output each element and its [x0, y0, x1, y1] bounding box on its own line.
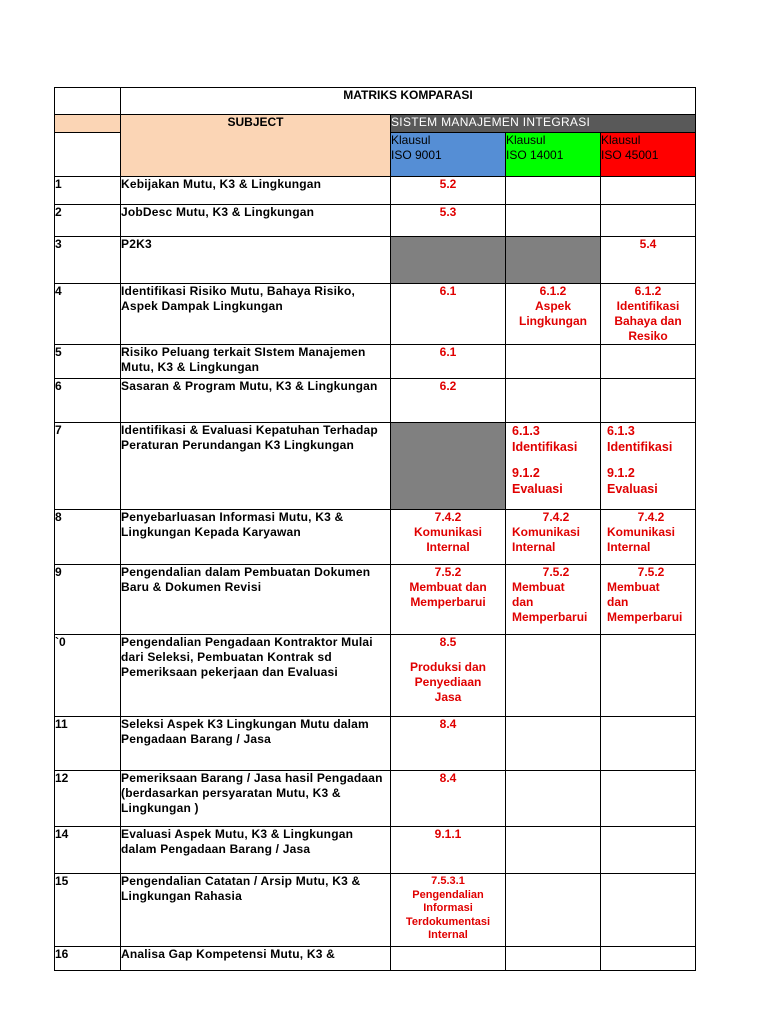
clause-line: Bahaya dan — [614, 314, 682, 328]
table-row — [55, 205, 696, 237]
clause-line: Internal — [607, 540, 651, 554]
clause-line: 6.1.3 — [607, 424, 635, 438]
row-number: 6 — [55, 379, 121, 423]
matrix-title: MATRIKS KOMPARASI — [121, 88, 696, 115]
table-row — [55, 717, 696, 771]
row-number: 4 — [55, 284, 121, 345]
iso45001-clause — [601, 423, 696, 510]
iso14001-clause — [506, 827, 601, 874]
iso9001-not-applicable — [391, 423, 506, 510]
iso14001-clause — [506, 635, 601, 717]
iso9001-clause — [391, 565, 506, 635]
row-subject: Pengendalian dalam Pembuatan Dokumen Baru & Dokumen Revisi — [121, 565, 391, 635]
clause-line: 7.5.2 — [637, 565, 665, 579]
table-row — [55, 345, 696, 379]
row-number: 1 — [55, 177, 121, 205]
row-number: 5 — [55, 345, 121, 379]
row-number: 3 — [55, 237, 121, 284]
iso9001-clause — [391, 379, 506, 423]
iso14001-clause — [506, 717, 601, 771]
iso45001-clause — [601, 284, 696, 345]
iso45001-clause — [601, 635, 696, 717]
clause-line: 6.1.3 — [512, 424, 540, 438]
no-header-blank — [55, 133, 121, 177]
clause-line: Komunikasi — [512, 525, 581, 539]
row-subject: Identifikasi & Evaluasi Kepatuhan Terhadap Peraturan Perundangan K3 Lingkungan — [121, 423, 391, 510]
clause-line: Memperbarui — [410, 595, 486, 609]
clause-line: 8.4 — [439, 717, 457, 731]
iso9001-clause — [391, 510, 506, 565]
clause-line: Produksi dan — [409, 660, 486, 674]
row-subject: Kebijakan Mutu, K3 & Lingkungan — [121, 177, 391, 205]
clause-line: 5.2 — [439, 177, 457, 191]
clause-line: Jasa — [434, 690, 462, 704]
iso9001-clause — [391, 717, 506, 771]
iso9001-clause — [391, 345, 506, 379]
clause-line: Terdokumentasi — [405, 915, 491, 928]
clause-line: 9.1.2 — [607, 466, 635, 480]
clause-line: Identifikasi — [607, 440, 673, 454]
clause-line: dan — [512, 595, 534, 609]
clause-line: Internal — [428, 929, 468, 941]
table-row — [55, 947, 696, 971]
clause-line: 7.5.2 — [434, 565, 462, 579]
iso14001-clause — [506, 345, 601, 379]
row-number: 9 — [55, 565, 121, 635]
clause-line: 7.4.2 — [434, 510, 462, 524]
row-subject: Analisa Gap Kompetensi Mutu, K3 & — [121, 947, 391, 971]
iso14001-clause — [506, 874, 601, 947]
iso45001-clause — [601, 947, 696, 971]
comparison-matrix-table — [54, 87, 696, 971]
clause-line: Resiko — [628, 329, 668, 343]
iso45001-clause — [601, 205, 696, 237]
row-subject: Sasaran & Program Mutu, K3 & Lingkungan — [121, 379, 391, 423]
iso9001-header-line1: Klausul — [391, 133, 431, 147]
iso9001-clause — [391, 947, 506, 971]
clause-line: Komunikasi — [413, 525, 482, 539]
row-subject: Pengendalian Catatan / Arsip Mutu, K3 & Lingkungan Rahasia — [121, 874, 391, 947]
table-row — [55, 284, 696, 345]
row-subject: Identifikasi Risiko Mutu, Bahaya Risiko, Aspek Dampak Lingkungan — [121, 284, 391, 345]
clause-line: Internal — [426, 540, 470, 554]
table-row — [55, 874, 696, 947]
clause-line: Evaluasi — [512, 482, 563, 496]
iso45001-header-line2: ISO 45001 — [601, 148, 659, 162]
iso9001-clause — [391, 827, 506, 874]
clause-line: Membuat — [512, 580, 565, 594]
iso14001-clause — [506, 379, 601, 423]
iso45001-header — [601, 133, 696, 177]
iso45001-clause — [601, 510, 696, 565]
clause-line: Internal — [512, 540, 556, 554]
iso45001-clause — [601, 345, 696, 379]
iso45001-clause — [601, 177, 696, 205]
clause-line: 9.1.1 — [434, 827, 462, 841]
iso9001-clause — [391, 771, 506, 827]
clause-line: dan — [607, 595, 629, 609]
clause-line: Memperbarui — [607, 610, 683, 624]
iso14001-clause — [506, 423, 601, 510]
clause-line: 6.2 — [439, 379, 457, 393]
iso45001-clause — [601, 827, 696, 874]
clause-line: Penyediaan — [414, 675, 482, 689]
iso45001-clause — [601, 717, 696, 771]
row-number: 2 — [55, 205, 121, 237]
clause-line: 8.4 — [439, 771, 457, 785]
row-number: 7 — [55, 423, 121, 510]
iso9001-header-line2: ISO 9001 — [391, 148, 442, 162]
row-subject: Risiko Peluang terkait SIstem Manajemen Mutu, K3 & Lingkungan — [121, 345, 391, 379]
clause-line: 7.5.2 — [542, 565, 570, 579]
iso14001-not-applicable — [506, 237, 601, 284]
table-row — [55, 635, 696, 717]
iso14001-header — [506, 133, 601, 177]
iso14001-clause — [506, 510, 601, 565]
row-number: 11 — [55, 717, 121, 771]
row-subject: P2K3 — [121, 237, 391, 284]
clause-line: Aspek — [534, 299, 572, 313]
clause-line: Membuat — [607, 580, 660, 594]
row-number: 15 — [55, 874, 121, 947]
clause-line: Evaluasi — [607, 482, 658, 496]
smi-header: SISTEM MANAJEMEN INTEGRASI — [391, 115, 696, 133]
row-subject: Pemeriksaan Barang / Jasa hasil Pengadaan (berdasarkan persyaratan Mutu, K3 & Lingkungan ) — [121, 771, 391, 827]
clause-line: 7.5.3.1 — [431, 875, 465, 887]
clause-line: 9.1.2 — [512, 466, 540, 480]
clause-line: 6.1.2 — [539, 284, 567, 298]
clause-line: 6.1 — [439, 284, 457, 298]
row-subject: Penyebarluasan Informasi Mutu, K3 & Lingkungan Kepada Karyawan — [121, 510, 391, 565]
row-subject: Seleksi Aspek K3 Lingkungan Mutu dalam Pengadaan Barang / Jasa — [121, 717, 391, 771]
iso9001-header — [391, 133, 506, 177]
clause-line: Memperbarui — [512, 610, 588, 624]
iso9001-clause — [391, 177, 506, 205]
row-number: 16 — [55, 947, 121, 971]
title-row — [55, 88, 696, 115]
iso9001-clause — [391, 284, 506, 345]
clause-line: Komunikasi — [607, 525, 676, 539]
header-row-1 — [55, 115, 696, 133]
iso14001-clause — [506, 177, 601, 205]
iso9001-clause — [391, 874, 506, 947]
clause-line: Membuat dan — [409, 580, 487, 594]
iso14001-header-line1: Klausul — [506, 133, 546, 147]
clause-line: 7.4.2 — [542, 510, 570, 524]
iso14001-clause — [506, 771, 601, 827]
row-subject: Pengendalian Pengadaan Kontraktor Mulai dari Seleksi, Pembuatan Kontrak sd Pemeriksaan pekerjaan dan Evaluasi — [121, 635, 391, 717]
iso14001-clause — [506, 947, 601, 971]
iso45001-header-line1: Klausul — [601, 133, 641, 147]
clause-line: Pengendalian — [412, 888, 484, 901]
table-row — [55, 237, 696, 284]
subject-header: SUBJECT — [121, 115, 391, 177]
row-number: `0 — [55, 635, 121, 717]
iso14001-clause — [506, 205, 601, 237]
table-row — [55, 565, 696, 635]
iso45001-clause — [601, 237, 696, 284]
title-left-blank — [55, 88, 121, 115]
iso9001-clause — [391, 635, 506, 717]
clause-line: 5.3 — [439, 205, 457, 219]
table-row — [55, 379, 696, 423]
table-row — [55, 827, 696, 874]
iso45001-clause — [601, 379, 696, 423]
clause-line: 7.4.2 — [637, 510, 665, 524]
row-number: 8 — [55, 510, 121, 565]
clause-line: 5.4 — [639, 237, 657, 251]
iso14001-header-line2: ISO 14001 — [506, 148, 564, 162]
table-row — [55, 771, 696, 827]
clause-line: 8.5 — [439, 635, 457, 649]
clause-line: 6.1.2 — [634, 284, 662, 298]
table-row — [55, 423, 696, 510]
iso45001-clause — [601, 874, 696, 947]
clause-line: 6.1 — [439, 345, 457, 359]
iso9001-clause — [391, 205, 506, 237]
iso14001-clause — [506, 284, 601, 345]
table-row — [55, 510, 696, 565]
clause-line: Informasi — [423, 902, 473, 914]
iso45001-clause — [601, 565, 696, 635]
clause-line: Identifikasi — [616, 299, 680, 313]
row-subject: Evaluasi Aspek Mutu, K3 & Lingkungan dalam Pengadaan Barang / Jasa — [121, 827, 391, 874]
iso14001-clause — [506, 565, 601, 635]
iso9001-not-applicable — [391, 237, 506, 284]
row-subject: JobDesc Mutu, K3 & Lingkungan — [121, 205, 391, 237]
table-row — [55, 177, 696, 205]
clause-line: Lingkungan — [519, 314, 587, 328]
row-number: 12 — [55, 771, 121, 827]
no-header-peach — [55, 115, 121, 133]
iso45001-clause — [601, 771, 696, 827]
clause-line: Identifikasi — [512, 440, 578, 454]
row-number: 14 — [55, 827, 121, 874]
